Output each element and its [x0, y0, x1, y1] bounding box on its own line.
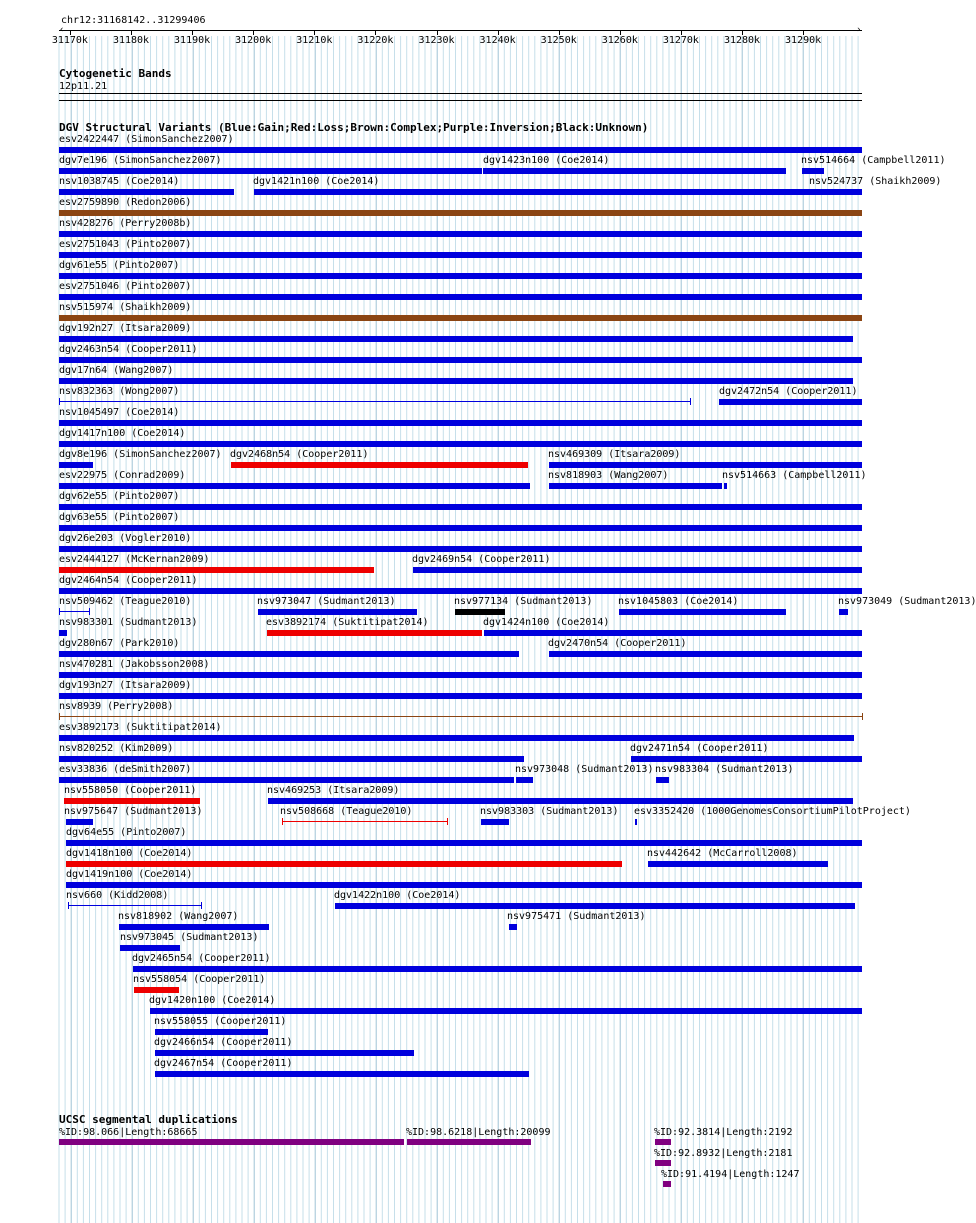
dgv-feature-bar[interactable]	[134, 987, 179, 993]
dgv-feature-label[interactable]: dgv1424n100 (Coe2014)	[483, 617, 610, 628]
dgv-feature-label[interactable]: nsv514664 (Campbell2011)	[801, 155, 946, 166]
dgv-feature-end-tick	[59, 713, 60, 720]
dgv-feature-line[interactable]	[59, 716, 862, 717]
dgv-feature-bar[interactable]	[59, 777, 514, 783]
dgv-feature-label[interactable]: nsv1038745 (Coe2014)	[59, 176, 180, 187]
dgv-feature-label[interactable]: nsv508668 (Teague2010)	[280, 806, 413, 817]
dgv-feature-label[interactable]: dgv2469n54 (Cooper2011)	[412, 554, 551, 565]
dgv-feature-bar[interactable]	[59, 315, 862, 321]
ruler-tick-label: 31200k	[235, 35, 272, 46]
dgv-feature-bar[interactable]	[66, 819, 93, 825]
dgv-feature-label[interactable]: dgv2463n54 (Cooper2011)	[59, 344, 198, 355]
segdup-feature-label[interactable]: %ID:98.6218|Length:20099	[406, 1127, 551, 1138]
dgv-feature-bar[interactable]	[59, 504, 862, 510]
dgv-feature-bar[interactable]	[59, 252, 862, 258]
dgv-feature-label[interactable]: nsv820252 (Kim2009)	[59, 743, 174, 754]
ruler-tick-label: 31170k	[51, 35, 88, 46]
dgv-feature-bar[interactable]	[335, 903, 855, 909]
dgv-feature-label[interactable]: esv3352420 (1000GenomesConsortiumPilotProject)	[634, 806, 911, 817]
dgv-feature-bar[interactable]	[155, 1050, 414, 1056]
dgv-feature-label[interactable]: nsv8939 (Perry2008)	[59, 701, 174, 712]
dgv-feature-label[interactable]: dgv8e196 (SimonSanchez2007)	[59, 449, 222, 460]
segdup-feature-label[interactable]: %ID:92.3814|Length:2192	[654, 1127, 793, 1138]
dgv-feature-label[interactable]: dgv1420n100 (Coe2014)	[149, 995, 276, 1006]
dgv-feature-label[interactable]: nsv469309 (Itsara2009)	[548, 449, 681, 460]
ruler-tick-label: 31250k	[540, 35, 577, 46]
dgv-feature-label[interactable]: dgv1423n100 (Coe2014)	[483, 155, 610, 166]
dgv-feature-label[interactable]: dgv2466n54 (Cooper2011)	[154, 1037, 293, 1048]
dgv-feature-bar[interactable]	[839, 609, 848, 615]
dgv-feature-label[interactable]: esv2759890 (Redon2006)	[59, 197, 192, 208]
ruler-tick-label: 31260k	[601, 35, 638, 46]
dgv-feature-label[interactable]: dgv1417n100 (Coe2014)	[59, 428, 186, 439]
dgv-feature-label[interactable]: dgv26e203 (Vogler2010)	[59, 533, 192, 544]
dgv-feature-bar[interactable]	[549, 462, 862, 468]
dgv-feature-label[interactable]: esv2444127 (McKernan2009)	[59, 554, 210, 565]
dgv-feature-bar[interactable]	[59, 189, 234, 195]
dgv-feature-label[interactable]: nsv470281 (Jakobsson2008)	[59, 659, 210, 670]
dgv-feature-label[interactable]: nsv973049 (Sudmant2013)	[838, 596, 976, 607]
ruler-tick-label: 31180k	[112, 35, 150, 46]
dgv-feature-bar[interactable]	[59, 147, 862, 153]
segdup-feature-bar[interactable]	[655, 1160, 671, 1166]
dgv-feature-line[interactable]	[59, 611, 89, 612]
dgv-feature-label[interactable]: dgv1422n100 (Coe2014)	[334, 890, 461, 901]
dgv-feature-bar[interactable]	[59, 525, 862, 531]
dgv-feature-label[interactable]: nsv442642 (McCarroll2008)	[647, 848, 798, 859]
dgv-feature-label[interactable]: esv3892174 (Suktitipat2014)	[266, 617, 429, 628]
dgv-feature-label[interactable]: nsv558055 (Cooper2011)	[154, 1016, 287, 1027]
dgv-feature-bar[interactable]	[59, 567, 374, 573]
dgv-feature-bar[interactable]	[231, 462, 528, 468]
dgv-feature-bar[interactable]	[59, 651, 519, 657]
dgv-feature-label[interactable]: esv2751046 (Pinto2007)	[59, 281, 192, 292]
cytoband-line[interactable]	[59, 93, 862, 94]
ruler-tick-label: 31240k	[479, 35, 516, 46]
dgv-feature-label[interactable]: dgv1418n100 (Coe2014)	[66, 848, 193, 859]
dgv-feature-label[interactable]: dgv2465n54 (Cooper2011)	[132, 953, 271, 964]
dgv-feature-bar[interactable]	[455, 609, 505, 615]
dgv-feature-label[interactable]: nsv975471 (Sudmant2013)	[507, 911, 646, 922]
dgv-feature-bar[interactable]	[59, 630, 67, 636]
segdup-track-title: UCSC segmental duplications	[59, 1113, 238, 1126]
dgv-feature-bar[interactable]	[724, 483, 727, 489]
dgv-feature-label[interactable]: nsv660 (Kidd2008)	[66, 890, 169, 901]
dgv-feature-bar[interactable]	[635, 819, 637, 825]
dgv-feature-end-tick	[59, 398, 60, 405]
dgv-feature-bar[interactable]	[549, 483, 722, 489]
dgv-feature-label[interactable]: dgv17n64 (Wang2007)	[59, 365, 174, 376]
dgv-feature-bar[interactable]	[656, 777, 669, 783]
dgv-feature-label[interactable]: dgv192n27 (Itsara2009)	[59, 323, 192, 334]
segdup-feature-bar[interactable]	[59, 1139, 404, 1145]
dgv-feature-bar[interactable]	[155, 1071, 529, 1077]
dgv-feature-label[interactable]: dgv7e196 (SimonSanchez2007)	[59, 155, 222, 166]
dgv-feature-bar[interactable]	[59, 441, 862, 447]
dgv-feature-bar[interactable]	[59, 483, 530, 489]
dgv-feature-label[interactable]: nsv973048 (Sudmant2013)	[515, 764, 654, 775]
dgv-feature-label[interactable]: nsv558050 (Cooper2011)	[64, 785, 197, 796]
segdup-feature-label[interactable]: %ID:91.4194|Length:1247	[661, 1169, 800, 1180]
segdup-feature-label[interactable]: %ID:98.066|Length:68665	[59, 1127, 198, 1138]
dgv-feature-bar[interactable]	[268, 798, 853, 804]
dgv-feature-label[interactable]: nsv469253 (Itsara2009)	[267, 785, 400, 796]
segdup-feature-label[interactable]: %ID:92.8932|Length:2181	[654, 1148, 793, 1159]
dgv-feature-line[interactable]	[282, 821, 447, 822]
dgv-feature-label[interactable]: nsv983303 (Sudmant2013)	[480, 806, 619, 817]
dgv-feature-bar[interactable]	[133, 966, 862, 972]
dgv-feature-label[interactable]: esv33836 (deSmith2007)	[59, 764, 192, 775]
dgv-feature-bar[interactable]	[59, 756, 524, 762]
dgv-feature-bar[interactable]	[59, 210, 862, 216]
dgv-feature-label[interactable]: dgv1419n100 (Coe2014)	[66, 869, 193, 880]
dgv-feature-label[interactable]: dgv1421n100 (Coe2014)	[253, 176, 380, 187]
dgv-feature-end-tick	[447, 818, 448, 825]
dgv-feature-label[interactable]: dgv2467n54 (Cooper2011)	[154, 1058, 293, 1069]
dgv-feature-bar[interactable]	[59, 231, 862, 237]
dgv-feature-label[interactable]: dgv2468n54 (Cooper2011)	[230, 449, 369, 460]
dgv-feature-end-tick	[68, 902, 69, 909]
dgv-feature-label[interactable]: esv3892173 (Suktitipat2014)	[59, 722, 222, 733]
dgv-feature-label[interactable]: nsv818902 (Wang2007)	[118, 911, 239, 922]
dgv-feature-bar[interactable]	[258, 609, 417, 615]
dgv-feature-bar[interactable]	[549, 651, 862, 657]
dgv-feature-label[interactable]: dgv62e55 (Pinto2007)	[59, 491, 180, 502]
dgv-feature-label[interactable]: nsv983301 (Sudmant2013)	[59, 617, 198, 628]
dgv-feature-label[interactable]: nsv524737 (Shaikh2009)	[809, 176, 942, 187]
dgv-feature-label[interactable]: dgv2472n54 (Cooper2011)	[719, 386, 858, 397]
dgv-feature-bar[interactable]	[619, 609, 786, 615]
dgv-feature-label[interactable]: esv22975 (Conrad2009)	[59, 470, 186, 481]
dgv-feature-label[interactable]: dgv2471n54 (Cooper2011)	[630, 743, 769, 754]
dgv-feature-bar[interactable]	[155, 1029, 268, 1035]
dgv-feature-end-tick	[282, 818, 283, 825]
dgv-feature-label[interactable]: esv2751043 (Pinto2007)	[59, 239, 192, 250]
dgv-feature-bar[interactable]	[809, 189, 862, 195]
dgv-feature-label[interactable]: nsv1045803 (Coe2014)	[618, 596, 739, 607]
ruler-range-label: chr12:31168142..31299406	[61, 15, 206, 26]
dgv-feature-label[interactable]: nsv428276 (Perry2008b)	[59, 218, 192, 229]
dgv-feature-bar[interactable]	[119, 924, 269, 930]
dgv-feature-label[interactable]: dgv193n27 (Itsara2009)	[59, 680, 192, 691]
dgv-feature-bar[interactable]	[631, 756, 862, 762]
ruler-tick-label: 31210k	[296, 35, 333, 46]
cytoband-line-lower	[59, 100, 862, 101]
dgv-feature-bar[interactable]	[802, 168, 824, 174]
dgv-feature-bar[interactable]	[66, 840, 862, 846]
dgv-feature-bar[interactable]	[59, 546, 862, 552]
dgv-feature-label[interactable]: nsv983304 (Sudmant2013)	[655, 764, 794, 775]
dgv-feature-bar[interactable]	[59, 378, 853, 384]
dgv-feature-bar[interactable]	[59, 294, 862, 300]
dgv-feature-end-tick	[59, 608, 60, 615]
dgv-feature-bar[interactable]	[150, 1008, 862, 1014]
dgv-feature-bar[interactable]	[59, 735, 854, 741]
dgv-feature-label[interactable]: esv2422447 (SimonSanchez2007)	[59, 134, 234, 145]
dgv-feature-line[interactable]	[68, 905, 201, 906]
dgv-feature-end-tick	[690, 398, 691, 405]
dgv-feature-label[interactable]: nsv515974 (Shaikh2009)	[59, 302, 192, 313]
dgv-feature-end-tick	[862, 713, 863, 720]
dgv-feature-label[interactable]: dgv2464n54 (Cooper2011)	[59, 575, 198, 586]
dgv-feature-bar[interactable]	[59, 273, 862, 279]
dgv-feature-bar[interactable]	[59, 336, 853, 342]
dgv-feature-label[interactable]: nsv514663 (Campbell2011)	[722, 470, 867, 481]
dgv-feature-label[interactable]: dgv61e55 (Pinto2007)	[59, 260, 180, 271]
dgv-feature-label[interactable]: nsv558054 (Cooper2011)	[133, 974, 266, 985]
cytoband-label[interactable]: 12p11.21	[59, 81, 108, 92]
dgv-feature-bar[interactable]	[59, 693, 862, 699]
dgv-feature-label[interactable]: nsv818903 (Wang2007)	[548, 470, 669, 481]
ruler-tick-label: 31280k	[723, 35, 761, 46]
dgv-feature-label[interactable]: nsv973047 (Sudmant2013)	[257, 596, 396, 607]
dgv-feature-bar[interactable]	[254, 189, 862, 195]
ruler-right-arrow-icon: ›	[856, 25, 862, 35]
dgv-feature-bar[interactable]	[59, 462, 93, 468]
dgv-track-title: DGV Structural Variants (Blue:Gain;Red:Loss;Brown:Complex;Purple:Inversion;Black:Unknown)	[59, 121, 649, 134]
ruler-tick-label: 31230k	[418, 35, 455, 46]
dgv-feature-label[interactable]: nsv832363 (Wong2007)	[59, 386, 180, 397]
dgv-feature-bar[interactable]	[59, 357, 862, 363]
dgv-feature-bar[interactable]	[509, 924, 517, 930]
dgv-feature-bar[interactable]	[648, 861, 828, 867]
dgv-feature-bar[interactable]	[120, 945, 180, 951]
dgv-feature-label[interactable]: nsv975647 (Sudmant2013)	[64, 806, 203, 817]
dgv-feature-label[interactable]: dgv2470n54 (Cooper2011)	[548, 638, 687, 649]
dgv-feature-bar[interactable]	[516, 777, 533, 783]
dgv-feature-end-tick	[89, 608, 90, 615]
dgv-feature-label[interactable]: nsv1045497 (Coe2014)	[59, 407, 180, 418]
dgv-feature-bar[interactable]	[66, 882, 862, 888]
dgv-feature-bar[interactable]	[267, 630, 482, 636]
ruler-tick-label: 31220k	[357, 35, 394, 46]
dgv-feature-label[interactable]: nsv977134 (Sudmant2013)	[454, 596, 593, 607]
dgv-feature-label[interactable]: nsv509462 (Teague2010)	[59, 596, 192, 607]
dgv-feature-bar[interactable]	[59, 168, 482, 174]
dgv-feature-bar[interactable]	[483, 168, 786, 174]
dgv-feature-bar[interactable]	[719, 399, 862, 405]
dgv-feature-bar[interactable]	[413, 567, 862, 573]
dgv-feature-bar[interactable]	[484, 630, 862, 636]
dgv-feature-label[interactable]: dgv63e55 (Pinto2007)	[59, 512, 180, 523]
dgv-feature-end-tick	[201, 902, 202, 909]
ruler-tick-label: 31290k	[785, 35, 822, 46]
segdup-feature-bar[interactable]	[407, 1139, 531, 1145]
dgv-feature-bar[interactable]	[59, 672, 862, 678]
ruler-tick-label: 31190k	[174, 35, 211, 46]
segdup-feature-bar[interactable]	[655, 1139, 671, 1145]
dgv-feature-label[interactable]: nsv973045 (Sudmant2013)	[120, 932, 259, 943]
ruler-tick-label: 31270k	[662, 35, 699, 46]
dgv-feature-bar[interactable]	[59, 420, 862, 426]
dgv-feature-bar[interactable]	[59, 588, 862, 594]
cytoband-track-title: Cytogenetic Bands	[59, 67, 172, 80]
dgv-feature-line[interactable]	[59, 401, 690, 402]
dgv-feature-bar[interactable]	[481, 819, 509, 825]
dgv-feature-bar[interactable]	[66, 861, 622, 867]
dgv-feature-bar[interactable]	[64, 798, 200, 804]
dgv-feature-label[interactable]: dgv280n67 (Park2010)	[59, 638, 180, 649]
dgv-feature-label[interactable]: dgv64e55 (Pinto2007)	[66, 827, 187, 838]
segdup-feature-bar[interactable]	[663, 1181, 671, 1187]
